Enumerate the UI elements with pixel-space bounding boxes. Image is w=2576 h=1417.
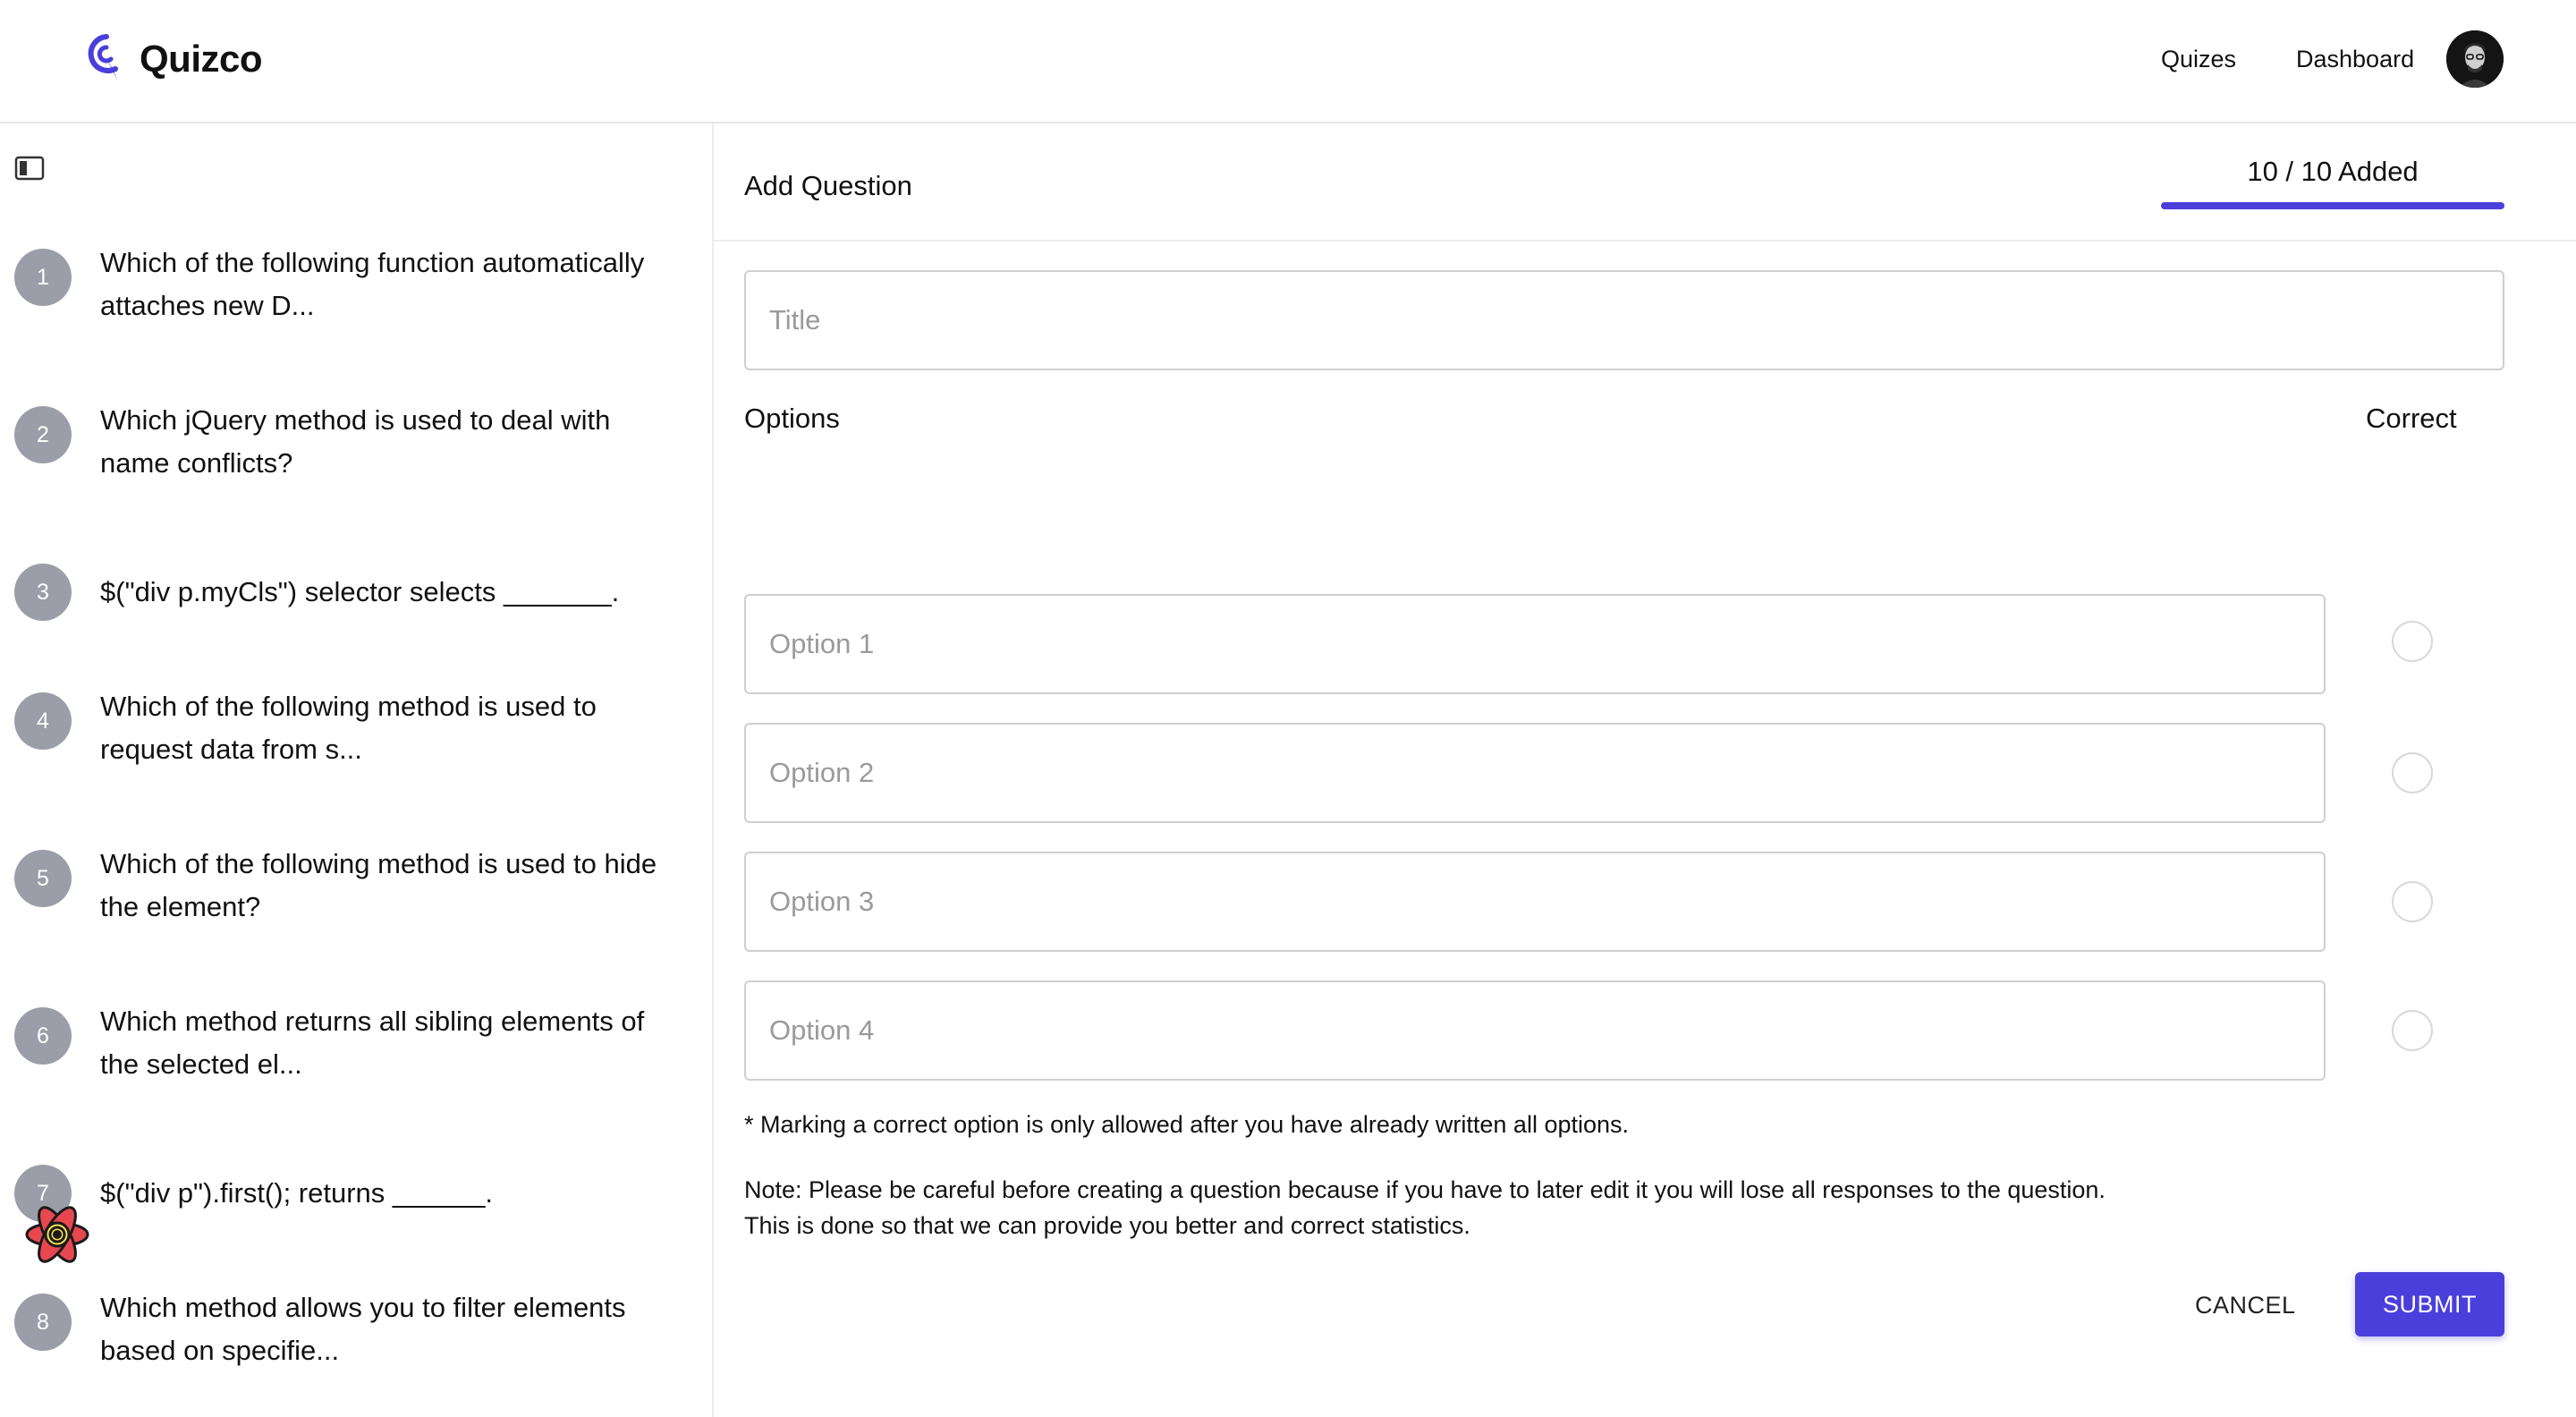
tab-underline [2161,202,2504,209]
nav-dashboard-link[interactable]: Dashboard [2296,46,2415,72]
question-text: Which of the following method is used to hide the element? [100,848,657,922]
question-list-item[interactable] [14,692,694,800]
nav-quizes-link[interactable]: Quizes [2161,46,2237,72]
added-count-tab[interactable]: 10 / 10 Added [2247,156,2419,187]
react-devtools-icon[interactable] [21,1199,93,1270]
correct-option-hint: * Marking a correct option is only allowed after you have already written all options. [744,1111,1630,1138]
question-text: Which jQuery method is used to deal with name conflicts? [100,404,611,479]
question-number: 6 [14,1007,72,1065]
question-number: 2 [14,406,72,463]
option-2-correct-radio[interactable] [2392,752,2433,793]
correct-label: Correct [2366,403,2457,434]
note-line-1: Note: Please be careful before creating a question because if you have to later edit it you will lose all responses to the question. [744,1176,2106,1203]
question-list-item[interactable] [14,564,694,671]
question-text: $("div p").first(); returns ______. [100,1177,493,1209]
question-list-item[interactable] [14,406,694,513]
options-label: Options [744,403,840,434]
note-line-2: This is done so that we can provide you better and correct statistics. [744,1212,1470,1239]
question-number: 7 [14,1165,72,1222]
option-4-correct-radio[interactable] [2392,1010,2433,1051]
submit-button[interactable]: SUBMIT [2355,1272,2504,1336]
app-name: Quizco [140,38,263,80]
logo-icon [86,33,127,85]
question-number: 1 [14,249,72,306]
panel-header [714,123,2576,242]
question-sidebar [0,123,714,1417]
title-input[interactable] [744,270,2504,370]
edit-warning-note [744,1172,2533,1243]
option-2-input[interactable] [744,723,2326,823]
cancel-button[interactable]: CANCEL [2190,1272,2301,1336]
question-number: 8 [14,1294,72,1351]
avatar[interactable] [2446,30,2504,88]
logo[interactable] [86,32,262,86]
question-text: $("div p.myCls") selector selects _______. [100,576,620,607]
question-list-item[interactable] [14,1165,694,1272]
question-text: Which of the following method is used to request data from s... [100,691,597,765]
question-list-item[interactable] [14,249,694,356]
option-3-correct-radio[interactable] [2392,881,2433,922]
page-title: Add Question [744,170,912,201]
question-number: 5 [14,850,72,907]
question-text: Which method returns all sibling elements of the selected el... [100,1005,645,1080]
option-3-input[interactable] [744,852,2326,952]
option-1-correct-radio[interactable] [2392,621,2433,662]
add-question-panel [714,123,2576,1417]
option-1-input[interactable] [744,594,2326,694]
question-number: 4 [14,692,72,750]
question-list-item[interactable] [14,1294,694,1401]
question-list-item[interactable] [14,850,694,957]
top-header [0,0,2576,123]
question-text: Which of the following function automatically attaches new D... [100,247,645,321]
user-avatar-icon [2446,30,2504,88]
question-number: 3 [14,564,72,621]
question-text: Which method allows you to filter elements based on specifie... [100,1292,626,1366]
option-4-input[interactable] [744,980,2326,1081]
sidebar-toggle-icon[interactable] [14,156,45,181]
question-list-item[interactable] [14,1007,694,1115]
